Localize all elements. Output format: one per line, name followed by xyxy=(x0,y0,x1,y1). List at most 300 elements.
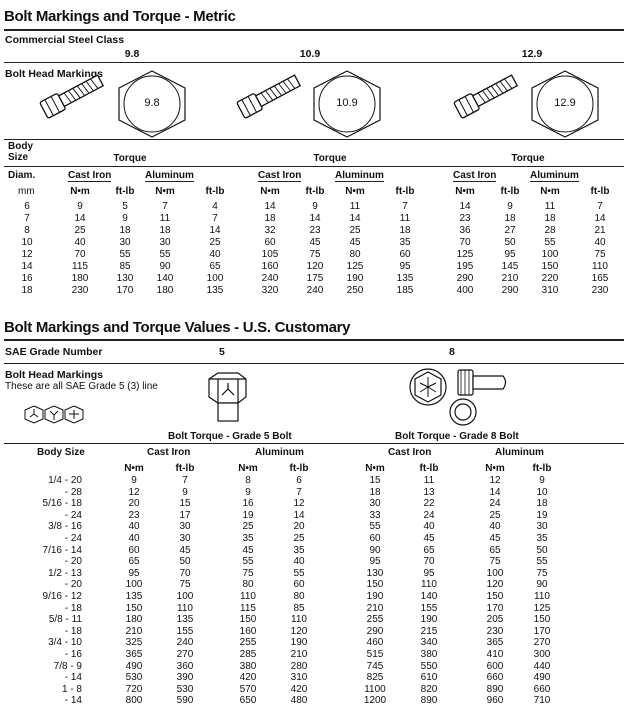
torque-cell: 11 xyxy=(349,201,361,212)
torque-cell: 380 xyxy=(239,660,257,672)
torque-header: Torque xyxy=(313,153,347,164)
grade-9-8-label: 9.8 xyxy=(124,48,140,60)
torque-cell: 12 xyxy=(489,475,501,486)
diameter-cell: 7 xyxy=(24,213,30,224)
torque-cell: 310 xyxy=(290,672,308,684)
torque-cell: 55 xyxy=(119,249,131,260)
torque-cell: 210 xyxy=(125,625,143,637)
torque-cell: 745 xyxy=(366,660,384,672)
torque-cell: 95 xyxy=(369,556,381,568)
aluminum-header: Aluminum xyxy=(145,170,194,181)
torque-cell: 280 xyxy=(290,660,308,672)
torque-cell: 270 xyxy=(533,637,551,649)
torque-cell: 18 xyxy=(369,486,381,498)
torque-cell: 110 xyxy=(421,579,437,591)
torque-cell: 19 xyxy=(536,509,548,521)
torque-cell: 210 xyxy=(290,649,308,660)
torque-cell: 65 xyxy=(423,544,435,556)
torque-cell: 890 xyxy=(486,683,504,695)
torque-cell: 650 xyxy=(239,695,257,707)
torque-cell: 255 xyxy=(366,614,384,626)
grade-5-label: 5 xyxy=(219,346,225,358)
torque-cell: 12 xyxy=(293,498,305,510)
torque-cell: 9 xyxy=(77,201,83,212)
us-title: Bolt Markings and Torque Values - U.S. Customary xyxy=(4,319,351,336)
torque-cell: 7 xyxy=(597,201,603,212)
mm-header: mm xyxy=(18,186,35,197)
torque-cell: 18 xyxy=(264,213,276,224)
torque-cell: 105 xyxy=(261,249,279,260)
torque-cell: 11 xyxy=(423,475,435,486)
torque-cell: 320 xyxy=(261,285,279,296)
torque-cell: 255 xyxy=(239,637,257,649)
torque-cell: 240 xyxy=(306,285,324,296)
torque-cell: 55 xyxy=(242,556,254,568)
torque-cell: 100 xyxy=(176,591,194,602)
nm-header: N•m xyxy=(485,463,505,474)
ftlb-header: ft-lb xyxy=(175,463,195,474)
nm-header: N•m xyxy=(540,186,560,197)
ftlb-header: ft-lb xyxy=(500,186,520,197)
torque-cell: 960 xyxy=(486,695,504,707)
torque-cell: 150 xyxy=(125,602,143,614)
torque-cell: 440 xyxy=(533,660,551,672)
torque-cell: 720 xyxy=(125,683,143,695)
torque-cell: 45 xyxy=(179,544,191,556)
torque-cell: 25 xyxy=(349,225,361,236)
grade5-head-marks-icon xyxy=(24,405,84,425)
torque-cell: 50 xyxy=(536,544,548,556)
torque-cell: 120 xyxy=(290,625,308,637)
body-size-cell: 5/8 - 11 xyxy=(48,614,82,626)
torque-cell: 80 xyxy=(242,579,254,591)
torque-cell: 45 xyxy=(242,544,254,556)
body-size-cell: 1/4 - 20 xyxy=(48,475,82,486)
torque-cell: 185 xyxy=(396,285,414,296)
torque-cell: 135 xyxy=(176,614,194,626)
torque-cell: 11 xyxy=(399,213,411,224)
torque-cell: 75 xyxy=(242,567,254,579)
torque-cell: 490 xyxy=(125,660,143,672)
torque-cell: 250 xyxy=(346,285,364,296)
cast-iron-header: Cast Iron xyxy=(453,170,497,181)
torque-cell: 180 xyxy=(71,273,89,284)
nm-header: N•m xyxy=(70,186,90,197)
aluminum-header: Aluminum xyxy=(530,170,579,181)
torque-cell: 570 xyxy=(239,683,257,695)
torque-cell: 165 xyxy=(591,273,609,284)
torque-cell: 115 xyxy=(72,261,88,272)
hex-head-label: 12.9 xyxy=(554,97,576,109)
torque-cell: 1200 xyxy=(363,695,387,707)
torque-cell: 360 xyxy=(176,660,194,672)
body-size-cell: 1/2 - 13 xyxy=(48,567,82,579)
torque-cell: 16 xyxy=(242,498,254,510)
torque-cell: 30 xyxy=(536,521,548,533)
torque-cell: 14 xyxy=(264,201,276,212)
torque-cell: 120 xyxy=(486,579,504,591)
torque-cell: 60 xyxy=(399,249,411,260)
nm-header: N•m xyxy=(155,186,175,197)
torque-cell: 40 xyxy=(128,533,140,544)
torque-cell: 18 xyxy=(544,213,556,224)
body-size-cell: 5/16 - 18 xyxy=(42,498,82,510)
torque-cell: 660 xyxy=(533,683,551,695)
torque-cell: 820 xyxy=(420,683,438,695)
torque-cell: 270 xyxy=(176,649,194,660)
ftlb-header: ft-lb xyxy=(532,463,552,474)
divider xyxy=(4,62,624,63)
torque-cell: 410 xyxy=(486,649,504,660)
divider xyxy=(4,166,624,167)
torque-cell: 365 xyxy=(486,637,504,649)
torque-cell: 50 xyxy=(504,237,516,248)
us-head-markings-label: Bolt Head Markings xyxy=(5,369,104,381)
torque-cell: 290 xyxy=(366,625,384,637)
torque-cell: 11 xyxy=(159,213,171,224)
torque-cell: 7 xyxy=(402,201,408,212)
torque-cell: 33 xyxy=(369,509,381,521)
torque-cell: 190 xyxy=(366,591,384,602)
torque-cell: 30 xyxy=(179,533,191,544)
torque-cell: 660 xyxy=(486,672,504,684)
torque-cell: 80 xyxy=(349,249,361,260)
divider xyxy=(4,139,624,140)
torque-cell: 14 xyxy=(349,213,361,224)
torque-cell: 590 xyxy=(176,695,194,707)
torque-cell: 100 xyxy=(541,249,559,260)
torque-cell: 490 xyxy=(533,672,551,684)
torque-cell: 9 xyxy=(312,201,318,212)
torque-cell: 150 xyxy=(486,591,504,602)
torque-cell: 45 xyxy=(309,237,321,248)
torque-cell: 60 xyxy=(293,579,305,591)
torque-cell: 110 xyxy=(592,261,608,272)
diam-header: Diam. xyxy=(8,170,36,181)
diameter-cell: 6 xyxy=(24,201,30,212)
torque-cell: 14 xyxy=(309,213,321,224)
torque-cell: 7 xyxy=(212,213,218,224)
grade8-bolt-icon xyxy=(408,367,520,427)
torque-cell: 175 xyxy=(306,273,324,284)
torque-cell: 135 xyxy=(396,273,414,284)
torque-cell: 19 xyxy=(242,509,254,521)
torque-cell: 90 xyxy=(159,261,171,272)
torque-cell: 365 xyxy=(125,649,143,660)
torque-cell: 70 xyxy=(423,556,435,568)
torque-cell: 70 xyxy=(459,237,471,248)
torque-cell: 45 xyxy=(423,533,435,544)
torque-cell: 180 xyxy=(156,285,174,296)
torque-cell: 550 xyxy=(420,660,438,672)
torque-cell: 14 xyxy=(293,509,305,521)
sae-grade-label: SAE Grade Number xyxy=(5,346,103,358)
torque-cell: 75 xyxy=(594,249,606,260)
torque-cell: 55 xyxy=(159,249,171,260)
torque-cell: 9 xyxy=(507,201,513,212)
torque-cell: 420 xyxy=(239,672,257,684)
torque-cell: 70 xyxy=(179,567,191,579)
torque-cell: 150 xyxy=(541,261,559,272)
torque-cell: 14 xyxy=(209,225,221,236)
torque-cell: 800 xyxy=(125,695,143,707)
torque-cell: 10 xyxy=(536,486,548,498)
torque-cell: 40 xyxy=(128,521,140,533)
title-rule xyxy=(4,29,624,31)
torque-cell: 20 xyxy=(293,521,305,533)
hex-head-label: 10.9 xyxy=(336,97,358,109)
torque-cell: 310 xyxy=(541,285,559,296)
torque-cell: 9 xyxy=(245,486,251,498)
body-size-cell: 1 - 8 xyxy=(61,683,82,695)
torque-cell: 100 xyxy=(125,579,143,591)
torque-cell: 80 xyxy=(293,591,305,602)
torque-cell: 9 xyxy=(539,475,545,486)
torque-cell: 90 xyxy=(369,544,381,556)
torque-cell: 35 xyxy=(293,544,305,556)
torque-cell: 9 xyxy=(131,475,137,486)
body-size-cell: - 14 xyxy=(64,672,82,684)
grade5-torque-header: Bolt Torque - Grade 5 Bolt xyxy=(168,431,292,442)
ftlb-header: ft-lb xyxy=(590,186,610,197)
torque-cell: 40 xyxy=(209,249,221,260)
torque-cell: 35 xyxy=(242,533,254,544)
torque-cell: 515 xyxy=(366,649,384,660)
diameter-cell: 18 xyxy=(21,285,33,296)
grade-12-9-label: 12.9 xyxy=(521,48,543,60)
torque-cell: 140 xyxy=(156,273,174,284)
torque-cell: 60 xyxy=(128,544,140,556)
torque-cell: 600 xyxy=(486,660,504,672)
torque-cell: 240 xyxy=(261,273,279,284)
torque-cell: 35 xyxy=(399,237,411,248)
torque-cell: 530 xyxy=(176,683,194,695)
torque-cell: 40 xyxy=(74,237,86,248)
diameter-cell: 10 xyxy=(21,237,33,248)
torque-cell: 24 xyxy=(423,509,435,521)
torque-cell: 55 xyxy=(369,521,381,533)
torque-cell: 125 xyxy=(533,602,551,614)
ftlb-header: ft-lb xyxy=(289,463,309,474)
torque-cell: 40 xyxy=(423,521,435,533)
torque-cell: 125 xyxy=(346,261,364,272)
torque-header: Torque xyxy=(113,153,147,164)
ftlb-header: ft-lb xyxy=(395,186,415,197)
torque-cell: 95 xyxy=(399,261,411,272)
divider xyxy=(4,443,624,444)
torque-cell: 145 xyxy=(501,261,519,272)
body-size-cell: - 24 xyxy=(64,533,82,544)
torque-cell: 55 xyxy=(544,237,556,248)
torque-cell: 23 xyxy=(128,509,140,521)
torque-cell: 27 xyxy=(504,225,516,236)
torque-cell: 170 xyxy=(116,285,134,296)
head-markings-note: These are all SAE Grade 5 (3) line xyxy=(5,381,158,392)
torque-cell: 205 xyxy=(486,614,504,626)
torque-cell: 85 xyxy=(293,602,305,614)
torque-cell: 4 xyxy=(212,201,218,212)
torque-cell: 75 xyxy=(489,556,501,568)
torque-cell: 150 xyxy=(239,614,257,626)
torque-cell: 40 xyxy=(489,521,501,533)
torque-cell: 75 xyxy=(309,249,321,260)
title-rule xyxy=(4,339,624,341)
torque-cell: 75 xyxy=(179,579,191,591)
torque-cell: 30 xyxy=(119,237,131,248)
torque-cell: 230 xyxy=(591,285,609,296)
torque-cell: 8 xyxy=(245,475,251,486)
torque-cell: 390 xyxy=(176,672,194,684)
torque-cell: 95 xyxy=(128,567,140,579)
torque-cell: 45 xyxy=(489,533,501,544)
torque-cell: 25 xyxy=(489,509,501,521)
torque-cell: 1100 xyxy=(364,683,386,695)
body-size-cell: - 24 xyxy=(64,509,82,521)
torque-cell: 18 xyxy=(399,225,411,236)
torque-cell: 155 xyxy=(176,625,194,637)
torque-cell: 18 xyxy=(504,213,516,224)
cast-iron-header: Cast Iron xyxy=(258,170,302,181)
torque-cell: 23 xyxy=(459,213,471,224)
body-size-cell: - 16 xyxy=(64,649,82,660)
diameter-cell: 16 xyxy=(21,273,33,284)
torque-cell: 210 xyxy=(366,602,384,614)
torque-cell: 190 xyxy=(346,273,364,284)
torque-cell: 14 xyxy=(489,486,501,498)
body-size-cell: - 20 xyxy=(64,579,82,591)
ftlb-header: ft-lb xyxy=(115,186,135,197)
torque-cell: 60 xyxy=(264,237,276,248)
grade8-torque-header: Bolt Torque - Grade 8 Bolt xyxy=(395,431,519,442)
torque-cell: 170 xyxy=(533,625,551,637)
torque-cell: 45 xyxy=(349,237,361,248)
torque-cell: 23 xyxy=(309,225,321,236)
torque-cell: 14 xyxy=(74,213,86,224)
torque-cell: 195 xyxy=(456,261,474,272)
nm-header: N•m xyxy=(365,463,385,474)
torque-cell: 25 xyxy=(209,237,221,248)
torque-cell: 40 xyxy=(293,556,305,568)
torque-cell: 95 xyxy=(504,249,516,260)
torque-cell: 35 xyxy=(536,533,548,544)
torque-cell: 120 xyxy=(306,261,324,272)
torque-cell: 25 xyxy=(74,225,86,236)
cast-iron-header: Cast Iron xyxy=(147,447,191,458)
torque-cell: 890 xyxy=(420,695,438,707)
torque-cell: 180 xyxy=(125,614,143,626)
aluminum-header: Aluminum xyxy=(335,170,384,181)
torque-cell: 135 xyxy=(206,285,224,296)
torque-cell: 25 xyxy=(293,533,305,544)
grade-10-9-label: 10.9 xyxy=(299,48,321,60)
torque-cell: 14 xyxy=(594,213,606,224)
torque-cell: 140 xyxy=(420,591,438,602)
torque-cell: 6 xyxy=(296,475,302,486)
torque-cell: 75 xyxy=(536,567,548,579)
cast-iron-header: Cast Iron xyxy=(388,447,432,458)
nm-header: N•m xyxy=(238,463,258,474)
nm-header: N•m xyxy=(260,186,280,197)
torque-cell: 240 xyxy=(176,637,194,649)
torque-cell: 90 xyxy=(536,579,548,591)
aluminum-header: Aluminum xyxy=(255,447,304,458)
torque-cell: 170 xyxy=(486,602,504,614)
torque-cell: 7 xyxy=(182,475,188,486)
torque-cell: 125 xyxy=(456,249,474,260)
torque-cell: 160 xyxy=(261,261,279,272)
torque-cell: 9 xyxy=(122,213,128,224)
diameter-cell: 12 xyxy=(21,249,33,260)
torque-cell: 20 xyxy=(128,498,140,510)
body-size-cell: 3/4 - 10 xyxy=(48,637,82,649)
diameter-cell: 14 xyxy=(21,261,33,272)
torque-cell: 7 xyxy=(162,201,168,212)
torque-cell: 32 xyxy=(264,225,276,236)
torque-cell: 150 xyxy=(533,614,551,626)
torque-cell: 400 xyxy=(456,285,474,296)
divider xyxy=(4,363,624,364)
torque-cell: 60 xyxy=(369,533,381,544)
torque-cell: 24 xyxy=(489,498,501,510)
diameter-cell: 8 xyxy=(24,225,30,236)
torque-cell: 14 xyxy=(459,201,471,212)
torque-cell: 380 xyxy=(420,649,438,660)
torque-cell: 825 xyxy=(366,672,384,684)
torque-cell: 110 xyxy=(240,591,256,602)
ftlb-header: ft-lb xyxy=(419,463,439,474)
body-size-cell: - 18 xyxy=(64,625,82,637)
us-body-size-header: Body Size xyxy=(37,447,85,458)
torque-cell: 18 xyxy=(159,225,171,236)
torque-cell: 18 xyxy=(119,225,131,236)
body-size-cell: 7/16 - 14 xyxy=(42,544,82,556)
metric-title: Bolt Markings and Torque - Metric xyxy=(4,8,236,25)
torque-cell: 230 xyxy=(486,625,504,637)
torque-cell: 65 xyxy=(128,556,140,568)
torque-cell: 100 xyxy=(486,567,504,579)
torque-cell: 220 xyxy=(541,273,559,284)
torque-cell: 30 xyxy=(369,498,381,510)
torque-cell: 36 xyxy=(459,225,471,236)
nm-header: N•m xyxy=(124,463,144,474)
torque-cell: 30 xyxy=(179,521,191,533)
grade5-bolt-icon xyxy=(204,371,250,423)
body-size-cell: - 28 xyxy=(64,486,82,498)
body-size-cell: 7/8 - 9 xyxy=(53,660,82,672)
metric-head-markings-label: Bolt Head Markings xyxy=(5,68,104,80)
torque-cell: 110 xyxy=(534,591,550,602)
torque-cell: 300 xyxy=(533,649,551,660)
torque-cell: 55 xyxy=(293,567,305,579)
torque-cell: 135 xyxy=(125,591,143,602)
body-size-cell: 9/16 - 12 xyxy=(42,591,82,602)
torque-cell: 100 xyxy=(206,273,224,284)
torque-cell: 65 xyxy=(209,261,221,272)
torque-cell: 130 xyxy=(366,567,384,579)
ftlb-header: ft-lb xyxy=(305,186,325,197)
torque-cell: 110 xyxy=(177,602,193,614)
torque-cell: 21 xyxy=(594,225,606,236)
torque-cell: 610 xyxy=(420,672,438,684)
ftlb-header: ft-lb xyxy=(205,186,225,197)
body-size-cell: 3/8 - 16 xyxy=(48,521,82,533)
torque-cell: 9 xyxy=(182,486,188,498)
torque-cell: 190 xyxy=(290,637,308,649)
torque-cell: 70 xyxy=(74,249,86,260)
torque-cell: 420 xyxy=(290,683,308,695)
torque-cell: 28 xyxy=(544,225,556,236)
torque-cell: 230 xyxy=(71,285,89,296)
